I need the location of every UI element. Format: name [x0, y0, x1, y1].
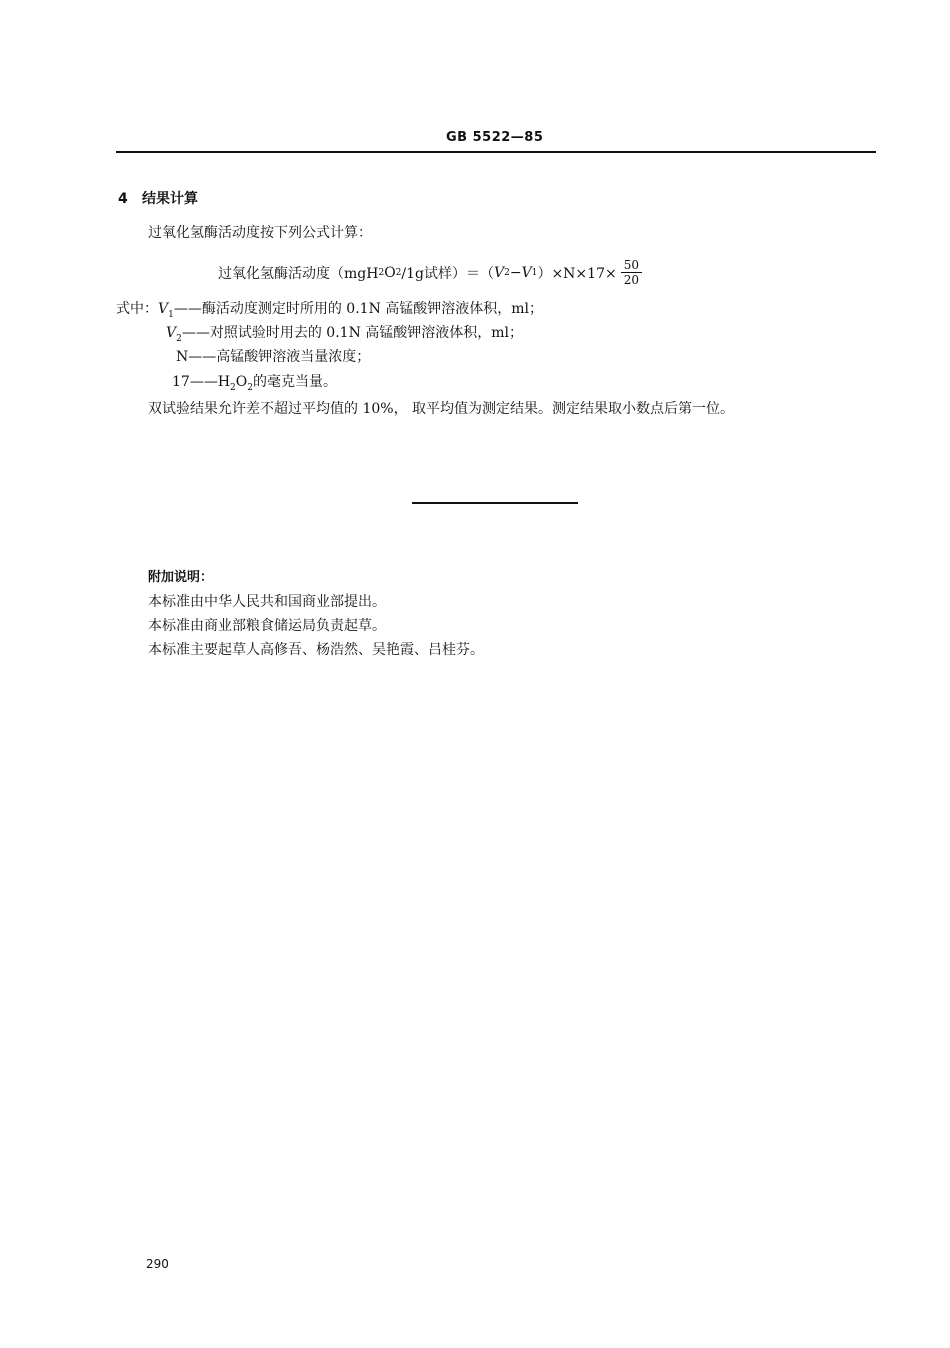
where-17: [172, 371, 337, 393]
formula-fraction: [621, 258, 642, 287]
formula-sub: 1: [531, 267, 538, 278]
notes-heading: 附加说明：: [148, 570, 214, 585]
where-n: N——高锰酸钾溶液当量浓度；: [176, 349, 371, 365]
formula: [218, 258, 642, 287]
section-heading: [118, 188, 198, 208]
section-number: 4: [118, 191, 128, 207]
where-17-pre: 17——H: [172, 374, 231, 390]
formula-v2: V: [494, 264, 505, 281]
where-sub: 2: [230, 382, 236, 393]
where-prefix: 式中：: [116, 301, 158, 317]
formula-lhs-mid: O: [384, 264, 396, 281]
formula-lhs: 过氧化氢酶活动度（mgH: [218, 265, 379, 282]
page-number: 290: [146, 1257, 169, 1271]
where-17-post: 的毫克当量。: [252, 374, 337, 390]
note-line: 本标准主要起草人高修吾、杨浩然、吴艳霞、吕桂芬。: [148, 642, 484, 658]
where-v1-symbol: V: [158, 301, 169, 317]
formula-sub: 2: [504, 267, 510, 278]
where-v2: [166, 322, 523, 344]
where-v2-symbol: V: [166, 325, 177, 341]
section-title: 结果计算: [142, 191, 198, 207]
intro-text: 过氧化氢酶活动度按下列公式计算：: [148, 225, 372, 241]
formula-minus: −: [509, 264, 522, 281]
where-17-mid: O: [235, 374, 248, 390]
standard-code: GB 5522—85: [446, 130, 544, 145]
where-v2-desc: ——对照试验时用去的 0.1N 高锰酸钾溶液体积，ml；: [181, 325, 524, 341]
formula-lhs-end: /1g试样）＝（: [401, 265, 494, 282]
note-line: 本标准由中华人民共和国商业部提出。: [148, 594, 386, 610]
header-rule: [116, 151, 876, 153]
where-sub: 2: [176, 333, 182, 344]
result-text: 双试验结果允许差不超过平均值的 10%， 取平均值为测定结果。测定结果取小数点后第一位。: [148, 401, 735, 417]
section-end-rule: [412, 502, 578, 504]
where-v1: [116, 298, 543, 320]
where-sub: 2: [247, 382, 253, 393]
formula-rhs: ）×N×17×: [537, 265, 617, 282]
fraction-numerator: 50: [621, 258, 642, 273]
formula-v1: V: [521, 264, 532, 281]
fraction-denominator: 20: [623, 273, 639, 287]
where-v1-desc: ——酶活动度测定时所用的 0.1N 高锰酸钾溶液体积，ml；: [173, 301, 544, 317]
where-sub: 1: [168, 309, 174, 320]
formula-sub: 2: [378, 267, 385, 278]
note-line: 本标准由商业部粮食储运局负责起草。: [148, 618, 386, 634]
formula-sub: 2: [395, 267, 402, 278]
